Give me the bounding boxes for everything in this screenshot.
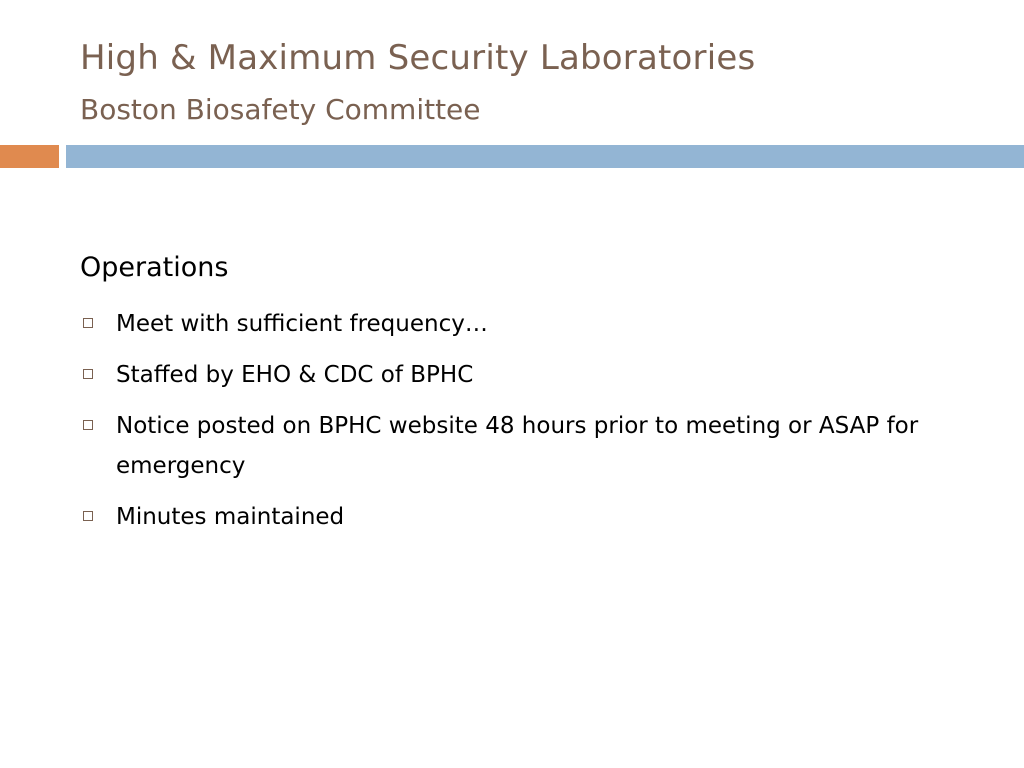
bullet-item bbox=[80, 355, 960, 395]
slide-subtitle: Boston Biosafety Committee bbox=[80, 93, 481, 126]
section-heading: Operations bbox=[80, 252, 229, 283]
square-bullet-icon bbox=[83, 420, 93, 430]
slide-title: High & Maximum Security Laboratories bbox=[80, 38, 756, 78]
square-bullet-icon bbox=[83, 369, 93, 379]
bullet-text: Staffed by EHO & CDC of BPHC bbox=[116, 362, 474, 388]
bullet-text: Minutes maintained bbox=[116, 504, 345, 530]
bullet-item bbox=[80, 304, 960, 344]
bullet-item bbox=[80, 406, 960, 486]
accent-bar-blue bbox=[66, 145, 1024, 168]
bullet-item bbox=[80, 497, 960, 537]
bullet-text: Notice posted on BPHC website 48 hours prior to meeting or ASAP for emergency bbox=[116, 413, 919, 479]
square-bullet-icon bbox=[83, 318, 93, 328]
bullet-list bbox=[80, 304, 960, 548]
square-bullet-icon bbox=[83, 511, 93, 521]
bullet-text: Meet with sufficient frequency… bbox=[116, 311, 488, 337]
accent-bar-orange bbox=[0, 145, 59, 168]
